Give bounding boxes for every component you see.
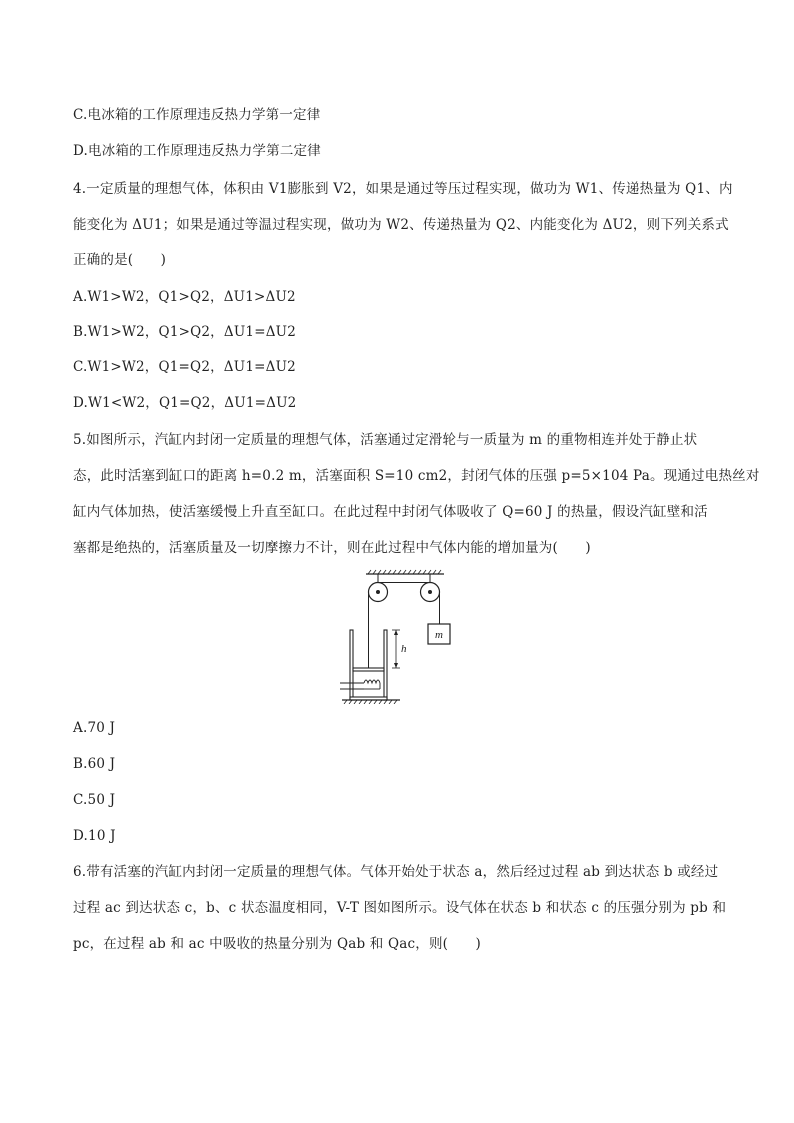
cylinder-right-wall xyxy=(384,630,387,700)
q5-stem-line-3: 缸内气体加热，使活塞缓慢上升直至缸口。在此过程中封闭气体吸收了 Q=60 J 的热量，假设汽缸壁和活 xyxy=(73,504,708,520)
q4-stem-line-3: 正确的是( ) xyxy=(73,252,167,268)
q5-stem-line-4: 塞都是绝热的，活塞质量及一切摩擦力不计，则在此过程中气体内能的增加量为( ) xyxy=(73,540,591,556)
h-arrow-down xyxy=(394,663,398,668)
cylinder-pulley-figure xyxy=(340,568,460,704)
pulley-left-axle xyxy=(376,590,380,594)
cylinder-left-wall xyxy=(350,630,353,700)
h-arrow-up xyxy=(394,630,398,635)
weight-label: m xyxy=(435,629,443,641)
option-c-prev: C.电冰箱的工作原理违反热力学第一定律 xyxy=(73,107,321,123)
piston xyxy=(353,668,384,671)
q4-stem-line-1: 4.一定质量的理想气体，体积由 V1膨胀到 V2，如果是通过等压过程实现，做功为 W1、传递热量为 Q1、内 xyxy=(73,181,733,197)
option-d-prev: D.电冰箱的工作原理违反热力学第二定律 xyxy=(73,143,321,159)
q5-option-a: A.70 J xyxy=(73,720,116,736)
q4-stem-line-2: 能变化为 ΔU1；如果是通过等温过程实现，做功为 W2、传递热量为 Q2、内能变化为 ΔU2，则下列关系式 xyxy=(73,217,729,233)
q5-option-c: C.50 J xyxy=(73,792,116,808)
q6-stem-line-3: pc，在过程 ab 和 ac 中吸收的热量分别为 Qab 和 Qac，则( ) xyxy=(73,936,482,952)
q4-option-d: D.W1<W2，Q1=Q2，ΔU1=ΔU2 xyxy=(73,395,297,411)
h-label: h xyxy=(401,643,407,655)
q4-option-a: A.W1>W2，Q1>Q2，ΔU1>ΔU2 xyxy=(73,289,296,305)
q5-stem-line-2: 态，此时活塞到缸口的距离 h=0.2 m，活塞面积 S=10 cm2，封闭气体的压强 p=5×104 Pa。现通过电热丝对 xyxy=(73,468,760,484)
q5-option-d: D.10 J xyxy=(73,828,116,844)
pulley-right-axle xyxy=(428,590,432,594)
q6-stem-line-2: 过程 ac 到达状态 c，b、c 状态温度相同，V-T 图如图所示。设气体在状态 b 和状态 c 的压强分别为 pb 和 xyxy=(73,900,727,916)
q4-option-c: C.W1>W2，Q1=Q2，ΔU1=ΔU2 xyxy=(73,359,296,375)
q6-stem-line-1: 6.带有活塞的汽缸内封闭一定质量的理想气体。气体开始处于状态 a，然后经过过程 ab 到达状态 b 或经过 xyxy=(73,864,719,880)
heating-coil xyxy=(364,680,380,683)
q5-option-b: B.60 J xyxy=(73,756,116,772)
q4-option-b: B.W1>W2，Q1>Q2，ΔU1=ΔU2 xyxy=(73,324,297,340)
q5-stem-line-1: 5.如图所示，汽缸内封闭一定质量的理想气体，活塞通过定滑轮与一质量为 m 的重物相连并处于静止状 xyxy=(73,432,698,448)
